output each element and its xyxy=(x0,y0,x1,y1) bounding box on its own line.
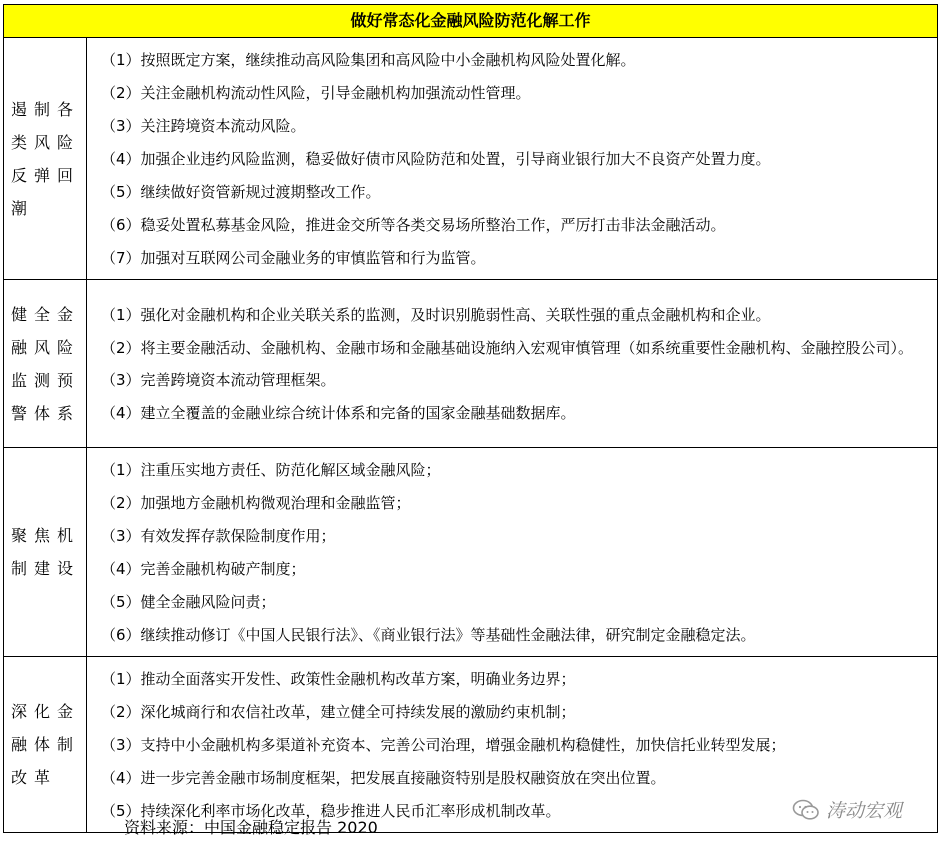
list-item: （4）完善金融机构破产制度； xyxy=(101,560,306,578)
category-cell: 遏制各类风险反弹回潮 xyxy=(4,38,87,280)
wechat-icon xyxy=(792,799,820,821)
policy-table xyxy=(3,4,938,833)
section-row xyxy=(4,38,938,280)
list-item: （5）持续深化利率市场化改革，稳步推进人民币汇率形成机制改革。 xyxy=(101,802,561,820)
list-item: （1）强化对金融机构和企业关联关系的监测，及时识别脆弱性高、关联性强的重点金融机构和企业。 xyxy=(101,306,771,324)
items-cell xyxy=(87,448,938,657)
list-item: （1）按照既定方案，继续推动高风险集团和高风险中小金融机构风险处置化解。 xyxy=(101,51,636,69)
list-item: （2）关注金融机构流动性风险，引导金融机构加强流动性管理。 xyxy=(101,84,531,102)
category-cell: 聚焦机制建设 xyxy=(4,448,87,657)
category-cell: 深化金融体制改革 xyxy=(4,657,87,833)
list-item: （1）注重压实地方责任、防范化解区域金融风险； xyxy=(101,461,441,479)
list-item: （2）加强地方金融机构微观治理和金融监管； xyxy=(101,494,411,512)
source-note: 资料来源：中国金融稳定报告 2020 xyxy=(124,818,378,837)
list-item: （1）推动全面落实开发性、政策性金融机构改革方案，明确业务边界； xyxy=(101,670,576,688)
watermark-text: 涛动宏观 xyxy=(826,800,903,822)
watermark xyxy=(792,796,902,823)
list-item: （4）加强企业违约风险监测，稳妥做好债市风险防范和处置，引导商业银行加大不良资产处置力度。 xyxy=(101,150,771,168)
list-item: （7）加强对互联网公司金融业务的审慎监管和行为监管。 xyxy=(101,249,486,267)
list-item: （5）继续做好资管新规过渡期整改工作。 xyxy=(101,183,381,201)
list-item: （3）完善跨境资本流动管理框架。 xyxy=(101,371,336,389)
section-row xyxy=(4,280,938,448)
list-item: （4）进一步完善金融市场制度框架，把发展直接融资特别是股权融资放在突出位置。 xyxy=(101,769,666,787)
list-item: （3）有效发挥存款保险制度作用； xyxy=(101,527,336,545)
list-item: （4）建立全覆盖的金融业综合统计体系和完备的国家金融基础数据库。 xyxy=(101,404,576,422)
title-row xyxy=(4,5,938,38)
section-row xyxy=(4,448,938,657)
list-item: （2）将主要金融活动、金融机构、金融市场和金融基础设施纳入宏观审慎管理（如系统重要性金融机构、金融控股公司）。 xyxy=(101,339,914,357)
list-item: （6）继续推动修订《中国人民银行法》、《商业银行法》等基础性金融法律，研究制定金融稳定法。 xyxy=(101,626,756,644)
list-item: （3）关注跨境资本流动风险。 xyxy=(101,117,306,135)
table-title: 做好常态化金融风险防范化解工作 xyxy=(4,5,938,38)
list-item: （5）健全金融风险问责； xyxy=(101,593,276,611)
category-cell: 健全金融风险监测预警体系 xyxy=(4,280,87,448)
items-cell xyxy=(87,280,938,448)
list-item: （6）稳妥处置私募基金风险，推进金交所等各类交易场所整治工作，严厉打击非法金融活动。 xyxy=(101,216,726,234)
list-item: （2）深化城商行和农信社改革，建立健全可持续发展的激励约束机制； xyxy=(101,703,576,721)
list-item: （3）支持中小金融机构多渠道补充资本、完善公司治理，增强金融机构稳健性，加快信托业转型发展； xyxy=(101,736,786,754)
items-cell xyxy=(87,38,938,280)
